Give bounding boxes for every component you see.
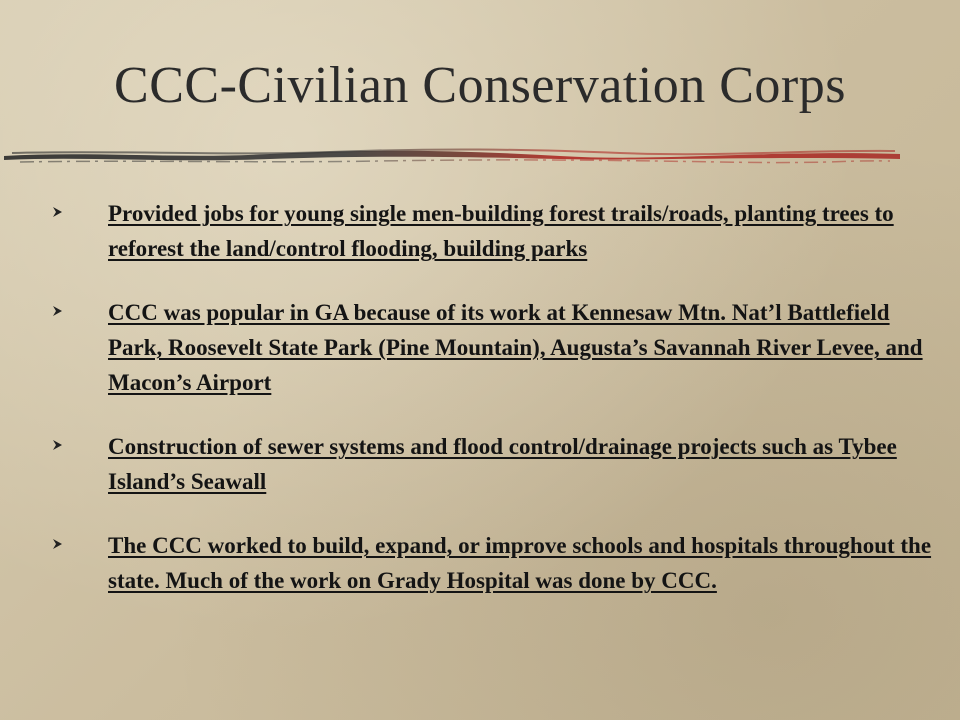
arrowhead-icon — [52, 206, 64, 218]
bullet-text: Construction of sewer systems and flood control/drainage projects such as Tybee Island’s Seawall — [108, 434, 897, 494]
list-item — [52, 528, 932, 598]
list-item — [52, 196, 932, 266]
brush-divider — [0, 140, 960, 170]
slide-title: CCC-Civilian Conservation Corps — [114, 57, 846, 114]
list-item — [52, 429, 932, 499]
bullet-text: The CCC worked to build, expand, or improve schools and hospitals throughout the state. Much of the work on Grady Hospital was done by CCC. — [108, 533, 932, 593]
bullet-text: CCC was popular in GA because of its work at Kennesaw Mtn. Nat’l Battlefield Park, Roosevelt State Park (Pine Mountain), Augusta’s Savannah River Levee, and Macon’s Airport — [108, 300, 923, 395]
list-item — [52, 295, 932, 400]
bullet-text: Provided jobs for young single men-building forest trails/roads, planting trees to reforest the land/control flooding, building parks — [108, 201, 894, 261]
arrowhead-icon — [52, 538, 64, 550]
arrowhead-icon — [52, 439, 64, 451]
arrowhead-icon — [52, 305, 64, 317]
bullet-list — [52, 196, 932, 627]
